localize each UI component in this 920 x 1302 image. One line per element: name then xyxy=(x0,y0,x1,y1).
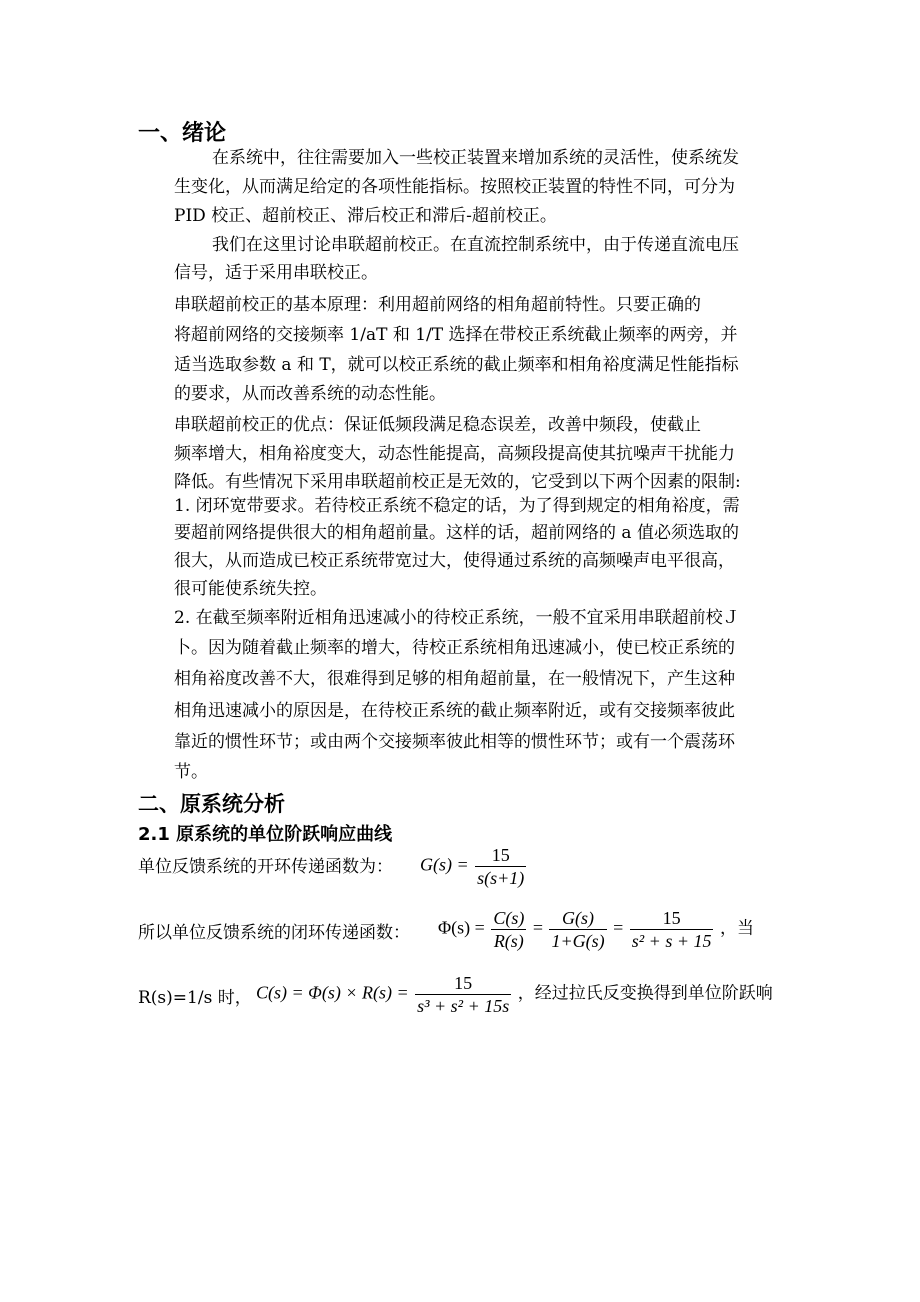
paragraph-line: 很可能使系统失控。 xyxy=(174,579,327,599)
numerator: 15 xyxy=(630,907,714,930)
numerator: 15 xyxy=(415,972,511,995)
closed-loop-transfer-function xyxy=(438,907,754,952)
paragraph-line: 1. 闭环宽带要求。若待校正系统不稳定的话，为了得到规定的相角裕度，需 xyxy=(174,496,740,516)
numerator: C(s) xyxy=(493,908,525,928)
open-loop-transfer-function xyxy=(420,844,528,889)
fraction xyxy=(475,844,526,889)
equation-tail-text: ，当 xyxy=(719,918,754,939)
equation-lhs: Φ(s) = xyxy=(438,917,485,938)
denominator: s² + s + 15 xyxy=(631,931,712,951)
paragraph-line: 要超前网络提供很大的相角超前量。这样的话，超前网络的 a 值必须选取的 xyxy=(174,523,739,543)
equation-intro-text: R(s)=1/s 时， xyxy=(138,988,252,1008)
step-response-equation xyxy=(256,972,773,1017)
equation-tail-text: ，经过拉氏反变换得到单位阶跃响 xyxy=(517,983,773,1004)
denominator: s³ + s² + 15s xyxy=(417,996,510,1016)
equation-intro-text: 单位反馈系统的开环传递函数为： xyxy=(138,857,393,877)
paragraph-line: 降低。有些情况下采用串联超前校正是无效的，它受到以下两个因素的限制: xyxy=(174,472,741,492)
equation-lhs: C(s) = Φ(s) × R(s) = xyxy=(256,982,409,1003)
equation-lhs: G(s) = xyxy=(420,854,469,875)
paragraph-line: 靠近的惯性环节；或由两个交接频率彼此相等的惯性环节；或有一个震荡环 xyxy=(174,732,735,752)
section-heading-intro: 一、绪论 xyxy=(138,121,227,146)
denominator: s(s+1) xyxy=(477,868,525,888)
fraction xyxy=(549,907,606,952)
paragraph-line: 相角迅速减小的原因是，在待校正系统的截止频率附近，或有交接频率彼此 xyxy=(174,701,735,721)
numerator: G(s) xyxy=(549,907,606,930)
paragraph-line: 适当选取参数 a 和 T，就可以校正系统的截止频率和相角裕度满足性能指标 xyxy=(174,355,739,375)
paragraph-line: 生变化，从而满足给定的各项性能指标。按照校正装置的特性不同，可分为 xyxy=(174,177,735,197)
paragraph-line: 在系统中，往往需要加入一些校正装置来增加系统的灵活性，使系统发 xyxy=(212,148,739,168)
denominator: R(s) xyxy=(493,931,524,951)
denominator: 1+G(s) xyxy=(551,931,605,951)
section-heading-analysis: 二、原系统分析 xyxy=(138,792,285,816)
paragraph-line: 串联超前校正的基本原理：利用超前网络的相角超前特性。只要正确的 xyxy=(174,295,701,315)
equation-intro-text: 所以单位反馈系统的闭环传递函数： xyxy=(138,923,410,943)
paragraph-line: 串联超前校正的优点：保证低频段满足稳态误差，改善中频段，使截止 xyxy=(174,415,701,435)
paragraph-line: 信号，适于采用串联校正。 xyxy=(174,263,378,283)
equals-sign: = xyxy=(532,917,543,938)
paragraph-line: 的要求，从而改善系统的动态性能。 xyxy=(174,384,446,404)
paragraph-line: 很大，从而造成已校正系统带宽过大，使得通过系统的高频噪声电平很高， xyxy=(174,551,735,571)
numerator: 15 xyxy=(475,844,526,867)
equals-sign: = xyxy=(613,917,624,938)
paragraph-line: 将超前网络的交接频率 1/aT 和 1/T 选择在带校正系统截止频率的两旁，并 xyxy=(174,325,738,345)
paragraph-line: PID 校正、超前校正、滞后校正和滞后-超前校正。 xyxy=(174,206,557,226)
subsection-heading: 2.1 原系统的单位阶跃响应曲线 xyxy=(138,824,393,845)
fraction xyxy=(491,907,526,952)
paragraph-line: 频率增大，相角裕度变大，动态性能提高，高频段提高使其抗噪声干扰能力 xyxy=(174,444,735,464)
paragraph-line: 节。 xyxy=(174,762,208,782)
fraction xyxy=(630,907,714,952)
paragraph-line: 相角裕度改善不大，很难得到足够的相角超前量，在一般情况下，产生这种 xyxy=(174,669,735,689)
paragraph-line: 卜。因为随着截止频率的增大，待校正系统相角迅速减小，使已校正系统的 xyxy=(174,638,735,658)
paragraph-line: 2. 在截至频率附近相角迅速减小的待校正系统，一般不宜采用串联超前校Ｊ xyxy=(174,608,740,628)
fraction xyxy=(415,972,511,1017)
paragraph-line: 我们在这里讨论串联超前校正。在直流控制系统中，由于传递直流电压 xyxy=(212,235,739,255)
